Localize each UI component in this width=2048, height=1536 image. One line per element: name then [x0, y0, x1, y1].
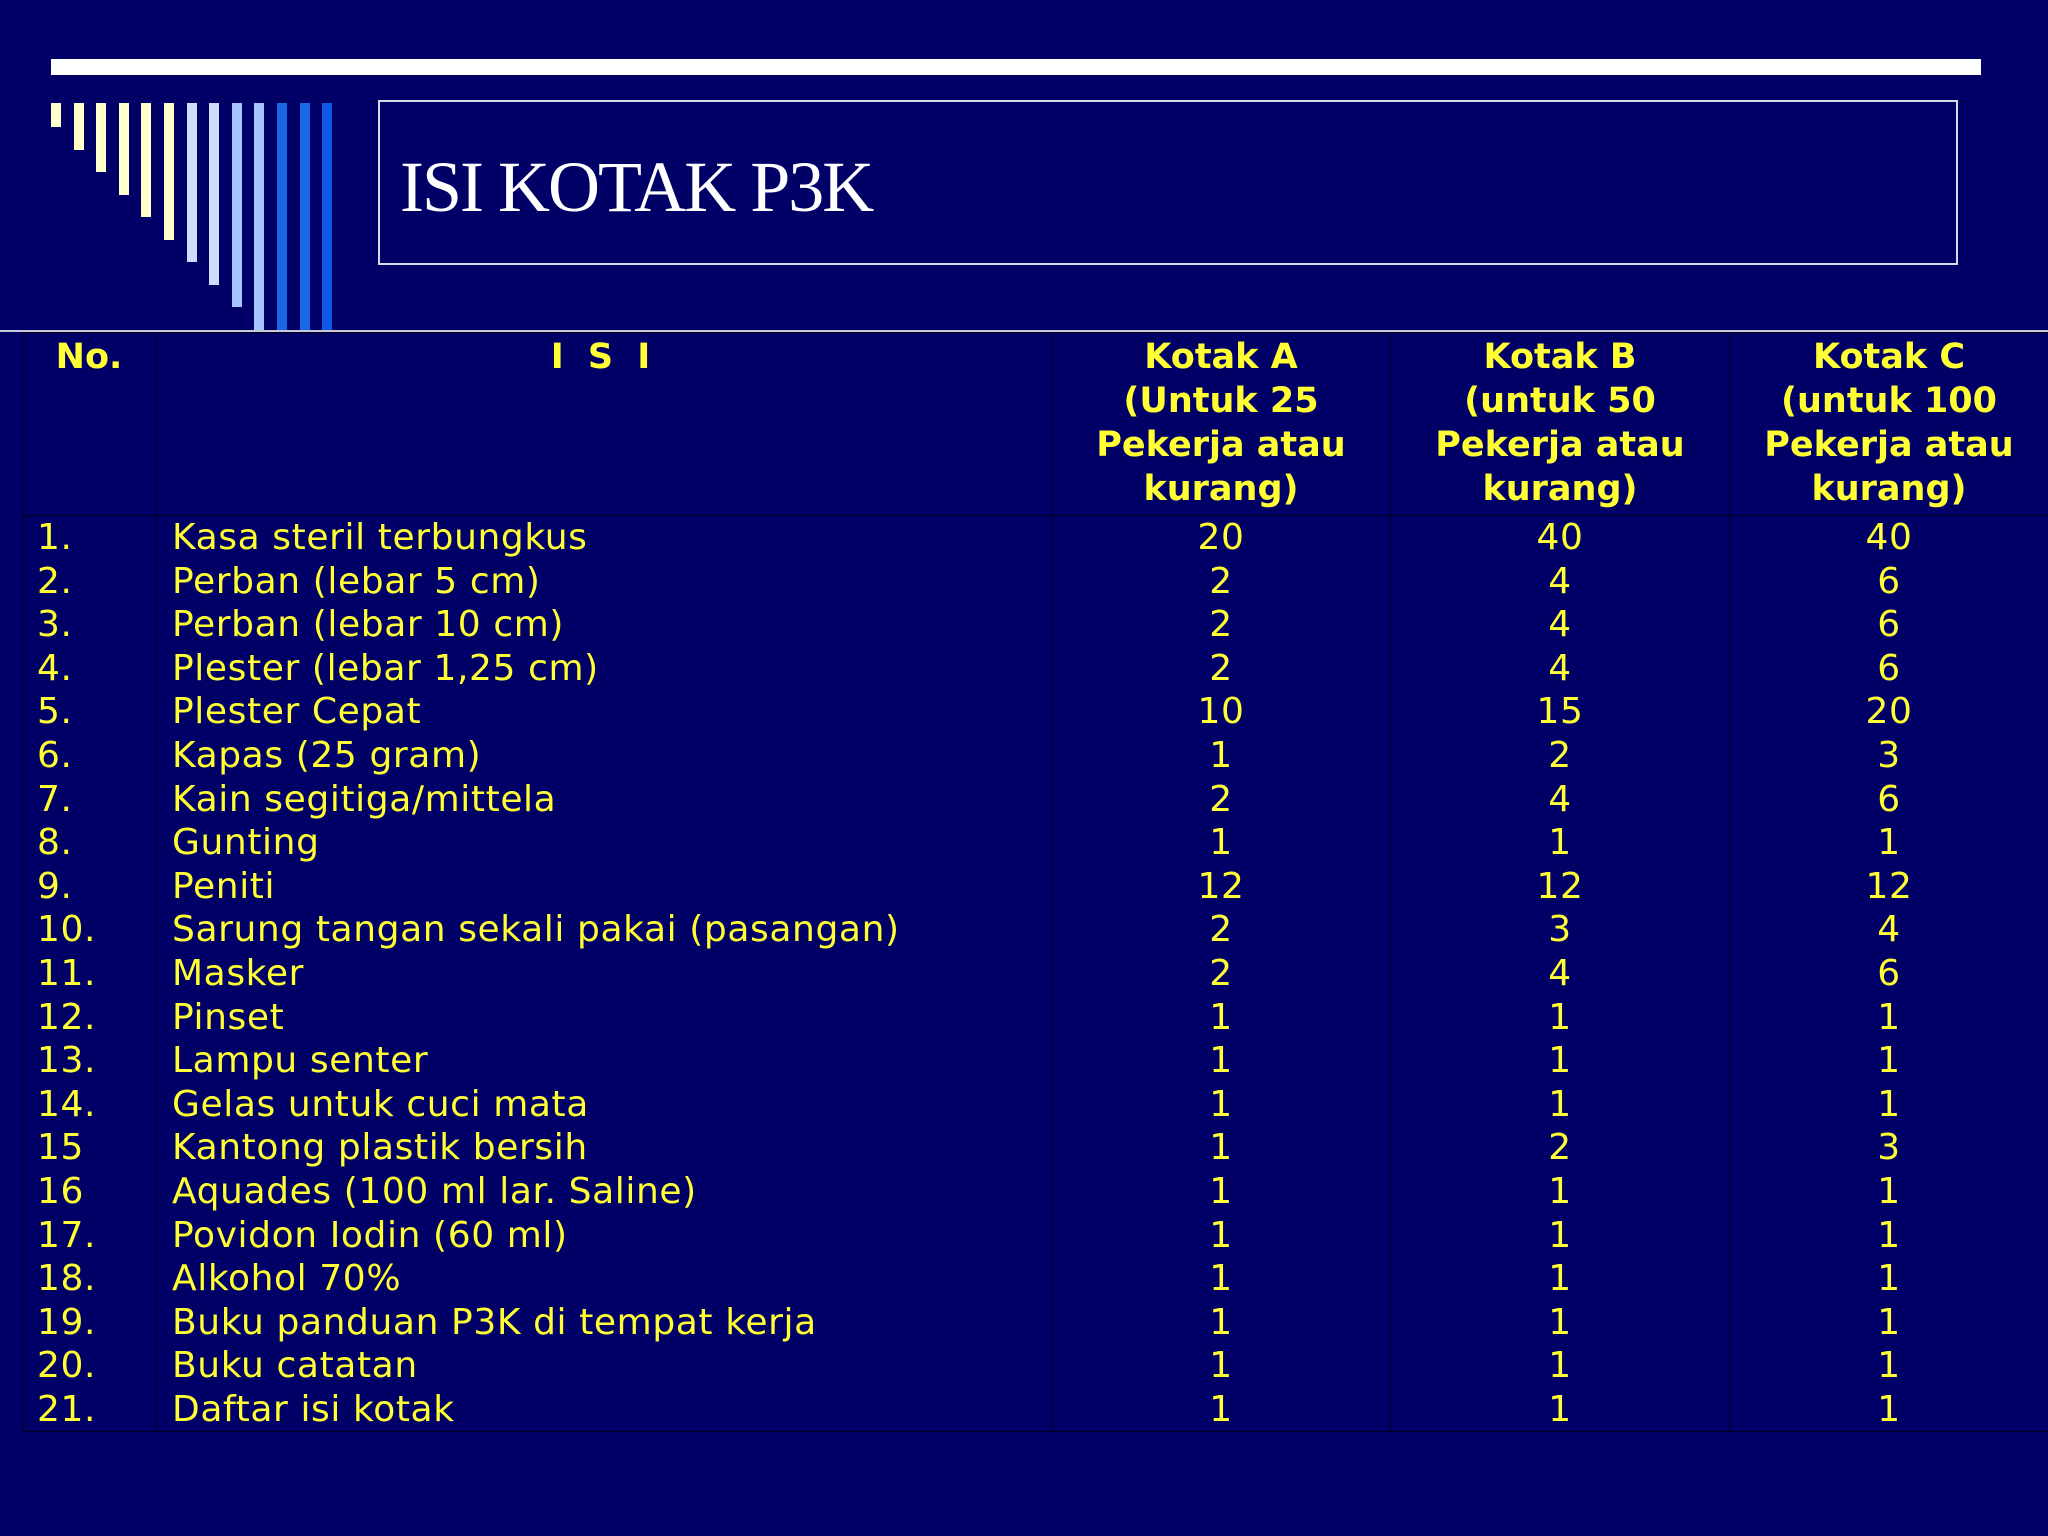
cell-kotak-b: 4 — [1391, 647, 1730, 691]
stripe-bar — [322, 103, 332, 332]
header-line: Kotak B — [1483, 337, 1637, 377]
table-row — [23, 516, 2048, 560]
table-row — [23, 1126, 2048, 1170]
cell-kotak-a: 2 — [1052, 952, 1391, 996]
cell-kotak-b: 2 — [1391, 1126, 1730, 1170]
header-line: No. — [55, 337, 123, 377]
cell-kotak-c: 4 — [1730, 908, 2048, 952]
cell-no: 17. — [23, 1214, 156, 1258]
table-row — [23, 734, 2048, 778]
cell-kotak-a: 10 — [1052, 690, 1391, 734]
cell-no: 12. — [23, 996, 156, 1040]
cell-kotak-a: 2 — [1052, 647, 1391, 691]
header-no — [23, 333, 156, 516]
stripe-bar — [96, 103, 106, 172]
cell-item: Kapas (25 gram) — [156, 734, 1052, 778]
header-line: Pekerja atau — [1435, 425, 1685, 465]
cell-kotak-c: 3 — [1730, 734, 2048, 778]
header-line: Pekerja atau — [1096, 425, 1346, 465]
cell-kotak-b: 1 — [1391, 1388, 1730, 1432]
header-kotak-a — [1052, 333, 1391, 516]
cell-no: 19. — [23, 1301, 156, 1345]
cell-kotak-b: 1 — [1391, 821, 1730, 865]
cell-kotak-c: 1 — [1730, 1083, 2048, 1127]
cell-item: Buku panduan P3K di tempat kerja — [156, 1301, 1052, 1345]
table-row — [23, 908, 2048, 952]
table-row — [23, 1039, 2048, 1083]
cell-kotak-a: 1 — [1052, 821, 1391, 865]
cell-kotak-c: 3 — [1730, 1126, 2048, 1170]
cell-kotak-b: 1 — [1391, 1301, 1730, 1345]
table-row — [23, 952, 2048, 996]
cell-no: 7. — [23, 778, 156, 822]
cell-kotak-a: 1 — [1052, 1344, 1391, 1388]
header-kotak-c — [1730, 333, 2048, 516]
table-row — [23, 1388, 2048, 1432]
cell-kotak-c: 1 — [1730, 996, 2048, 1040]
cell-item: Kain segitiga/mittela — [156, 778, 1052, 822]
table-row — [23, 1214, 2048, 1258]
cell-kotak-b: 3 — [1391, 908, 1730, 952]
cell-kotak-a: 20 — [1052, 516, 1391, 560]
header-line: Kotak A — [1144, 337, 1298, 377]
header-line: kurang) — [1482, 469, 1638, 509]
cell-kotak-b: 1 — [1391, 996, 1730, 1040]
header-line: (untuk 100 — [1781, 381, 1997, 421]
cell-kotak-b: 1 — [1391, 1170, 1730, 1214]
top-rule — [51, 59, 1981, 75]
cell-kotak-c: 12 — [1730, 865, 2048, 909]
cell-no: 20. — [23, 1344, 156, 1388]
cell-kotak-b: 12 — [1391, 865, 1730, 909]
cell-kotak-c: 1 — [1730, 821, 2048, 865]
cell-kotak-c: 1 — [1730, 1257, 2048, 1301]
first-aid-kit-table — [22, 332, 2048, 1432]
cell-item: Perban (lebar 10 cm) — [156, 603, 1052, 647]
cell-kotak-a: 2 — [1052, 778, 1391, 822]
cell-kotak-a: 2 — [1052, 603, 1391, 647]
table-row — [23, 690, 2048, 734]
cell-kotak-b: 1 — [1391, 1039, 1730, 1083]
table-row — [23, 821, 2048, 865]
header-kotak-b — [1391, 333, 1730, 516]
cell-kotak-c: 6 — [1730, 647, 2048, 691]
cell-item: Daftar isi kotak — [156, 1388, 1052, 1432]
table-row — [23, 1257, 2048, 1301]
cell-item: Plester Cepat — [156, 690, 1052, 734]
stripe-bar — [164, 103, 174, 240]
stripe-bar — [119, 103, 129, 195]
cell-no: 10. — [23, 908, 156, 952]
stripe-bar — [209, 103, 219, 285]
cell-kotak-c: 1 — [1730, 1301, 2048, 1345]
stripe-bar — [300, 103, 310, 332]
stripe-bar — [187, 103, 197, 262]
table-header-row — [23, 333, 2048, 516]
cell-item: Aquades (100 ml lar. Saline) — [156, 1170, 1052, 1214]
cell-kotak-a: 1 — [1052, 1301, 1391, 1345]
cell-kotak-c: 6 — [1730, 560, 2048, 604]
cell-kotak-a: 1 — [1052, 1257, 1391, 1301]
cell-no: 6. — [23, 734, 156, 778]
cell-kotak-c: 1 — [1730, 1388, 2048, 1432]
table-row — [23, 1301, 2048, 1345]
cell-item: Pinset — [156, 996, 1052, 1040]
cell-item: Gelas untuk cuci mata — [156, 1083, 1052, 1127]
cell-no: 4. — [23, 647, 156, 691]
stripe-bar — [51, 103, 61, 127]
cell-no: 5. — [23, 690, 156, 734]
header-line: (Untuk 25 — [1123, 381, 1319, 421]
cell-kotak-b: 15 — [1391, 690, 1730, 734]
table-row — [23, 647, 2048, 691]
table-row — [23, 603, 2048, 647]
cell-kotak-b: 4 — [1391, 603, 1730, 647]
cell-kotak-a: 2 — [1052, 908, 1391, 952]
cell-no: 9. — [23, 865, 156, 909]
header-line: kurang) — [1811, 469, 1967, 509]
stripe-bar — [74, 103, 84, 150]
cell-no: 1. — [23, 516, 156, 560]
cell-kotak-a: 1 — [1052, 1170, 1391, 1214]
stripe-bar — [232, 103, 242, 307]
cell-kotak-b: 1 — [1391, 1083, 1730, 1127]
cell-no: 2. — [23, 560, 156, 604]
table-row — [23, 778, 2048, 822]
cell-no: 8. — [23, 821, 156, 865]
cell-item: Plester (lebar 1,25 cm) — [156, 647, 1052, 691]
cell-kotak-c: 1 — [1730, 1039, 2048, 1083]
table-row — [23, 1344, 2048, 1388]
cell-kotak-b: 1 — [1391, 1344, 1730, 1388]
cell-item: Povidon Iodin (60 ml) — [156, 1214, 1052, 1258]
cell-kotak-c: 1 — [1730, 1214, 2048, 1258]
header-line: kurang) — [1143, 469, 1299, 509]
cell-kotak-c: 6 — [1730, 778, 2048, 822]
cell-kotak-b: 4 — [1391, 778, 1730, 822]
cell-no: 11. — [23, 952, 156, 996]
cell-kotak-a: 1 — [1052, 1126, 1391, 1170]
cell-kotak-b: 4 — [1391, 952, 1730, 996]
cell-kotak-a: 1 — [1052, 996, 1391, 1040]
cell-kotak-b: 2 — [1391, 734, 1730, 778]
table-row — [23, 1170, 2048, 1214]
stripe-bar — [254, 103, 264, 330]
stripe-bar — [141, 103, 151, 217]
table-row — [23, 996, 2048, 1040]
cell-kotak-c: 20 — [1730, 690, 2048, 734]
slide-title: ISI KOTAK P3K — [400, 147, 873, 227]
cell-item: Alkohol 70% — [156, 1257, 1052, 1301]
header-line: I S I — [550, 337, 657, 377]
cell-kotak-b: 40 — [1391, 516, 1730, 560]
cell-kotak-b: 1 — [1391, 1214, 1730, 1258]
cell-kotak-b: 1 — [1391, 1257, 1730, 1301]
table-row — [23, 560, 2048, 604]
cell-item: Perban (lebar 5 cm) — [156, 560, 1052, 604]
cell-no: 21. — [23, 1388, 156, 1432]
header-line: Pekerja atau — [1764, 425, 2014, 465]
decorative-stripes — [0, 0, 340, 335]
header-line: Kotak C — [1812, 337, 1966, 377]
cell-kotak-a: 1 — [1052, 1039, 1391, 1083]
cell-no: 18. — [23, 1257, 156, 1301]
stripe-bar — [277, 103, 287, 332]
table-row — [23, 1083, 2048, 1127]
table-row — [23, 865, 2048, 909]
cell-kotak-c: 40 — [1730, 516, 2048, 560]
cell-kotak-a: 1 — [1052, 1214, 1391, 1258]
cell-item: Sarung tangan sekali pakai (pasangan) — [156, 908, 1052, 952]
cell-no: 14. — [23, 1083, 156, 1127]
cell-item: Masker — [156, 952, 1052, 996]
cell-kotak-c: 6 — [1730, 603, 2048, 647]
cell-kotak-a: 1 — [1052, 734, 1391, 778]
cell-kotak-a: 1 — [1052, 1083, 1391, 1127]
cell-item: Peniti — [156, 865, 1052, 909]
cell-item: Buku catatan — [156, 1344, 1052, 1388]
cell-no: 16 — [23, 1170, 156, 1214]
cell-item: Kantong plastik bersih — [156, 1126, 1052, 1170]
header-line: (untuk 50 — [1464, 381, 1656, 421]
cell-no: 3. — [23, 603, 156, 647]
header-isi — [156, 333, 1052, 516]
table-body — [23, 516, 2048, 1432]
cell-kotak-b: 4 — [1391, 560, 1730, 604]
cell-item: Lampu senter — [156, 1039, 1052, 1083]
cell-kotak-c: 6 — [1730, 952, 2048, 996]
cell-item: Gunting — [156, 821, 1052, 865]
cell-item: Kasa steril terbungkus — [156, 516, 1052, 560]
cell-no: 13. — [23, 1039, 156, 1083]
cell-kotak-a: 1 — [1052, 1388, 1391, 1432]
cell-no: 15 — [23, 1126, 156, 1170]
title-box — [378, 100, 1958, 265]
cell-kotak-a: 2 — [1052, 560, 1391, 604]
cell-kotak-a: 12 — [1052, 865, 1391, 909]
cell-kotak-c: 1 — [1730, 1344, 2048, 1388]
cell-kotak-c: 1 — [1730, 1170, 2048, 1214]
